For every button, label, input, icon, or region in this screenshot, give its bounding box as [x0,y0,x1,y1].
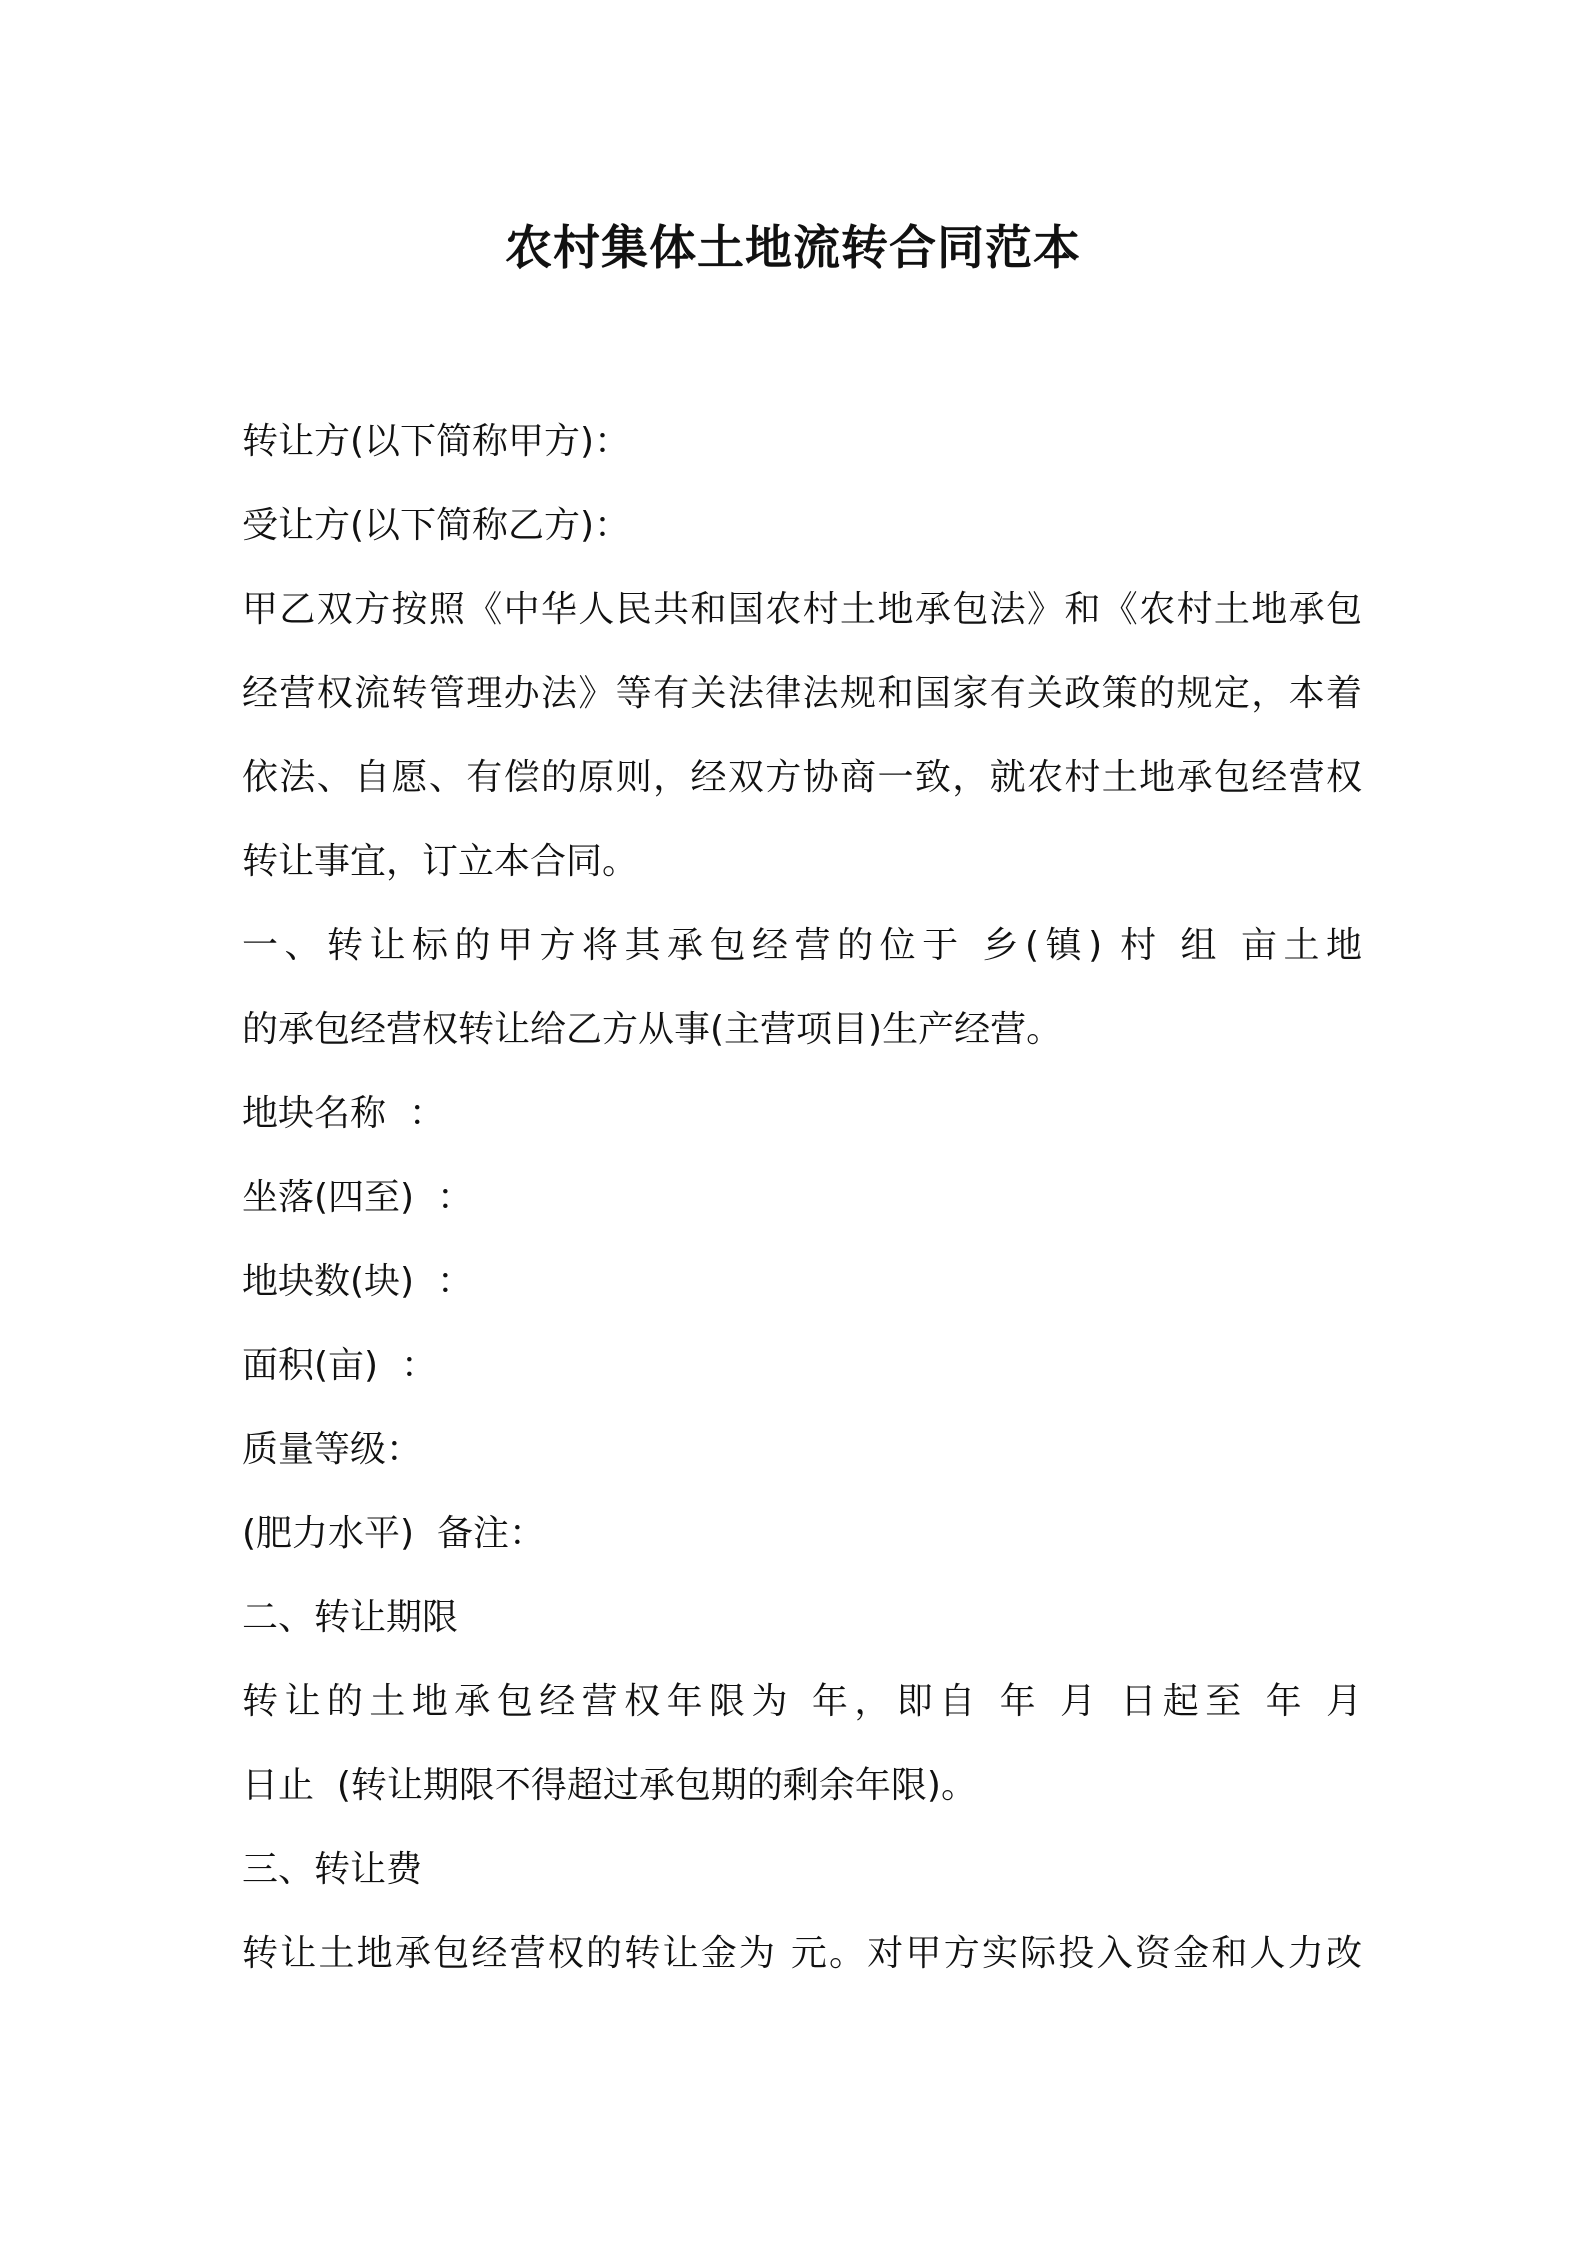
fertility-remarks-field: (肥力水平) 备注： [242,1513,545,1554]
section-1-line-2: 的承包经营权转让给乙方从事(主营项目)生产经营。 [242,1009,1063,1050]
transferor-line: 转让方(以下简称甲方)： [242,421,631,462]
section-2-line-1: 转让的土地承包经营权年限为 年，即自 年 月 日起至 年 月 [242,1681,1362,1722]
section-3-line-1: 转让土地承包经营权的转让金为 元。对甲方实际投入资金和人力改 [242,1933,1362,1974]
section-2-line-2: 日止 (转让期限不得超过承包期的剩余年限)。 [242,1765,977,1806]
section-3-heading: 三、转让费 [242,1849,423,1890]
plot-name-field: 地块名称 ： [242,1093,445,1134]
preamble-line-3: 依法、自愿、有偿的原则，经双方协商一致，就农村土地承包经营权 [242,757,1362,798]
area-field: 面积(亩) ： [242,1345,437,1386]
transferee-line: 受让方(以下简称乙方)： [242,505,631,546]
section-2-heading: 二、转让期限 [242,1597,459,1638]
preamble-line-1: 甲乙双方按照《中华人民共和国农村土地承包法》和《农村土地承包 [242,589,1362,630]
document-title: 农村集体土地流转合同范本 [505,221,1081,276]
preamble-line-2: 经营权流转管理办法》等有关法律法规和国家有关政策的规定，本着 [242,673,1362,714]
location-field: 坐落(四至) ： [242,1177,473,1218]
preamble-line-4: 转让事宜，订立本合同。 [242,841,639,882]
document-body [242,400,1362,1996]
section-1-line-1: 一、转让标的甲方将其承包经营的位于 乡(镇) 村 组 亩土地 [242,925,1362,966]
quality-grade-field: 质量等级： [242,1429,423,1470]
plot-count-field: 地块数(块) ： [242,1261,473,1302]
